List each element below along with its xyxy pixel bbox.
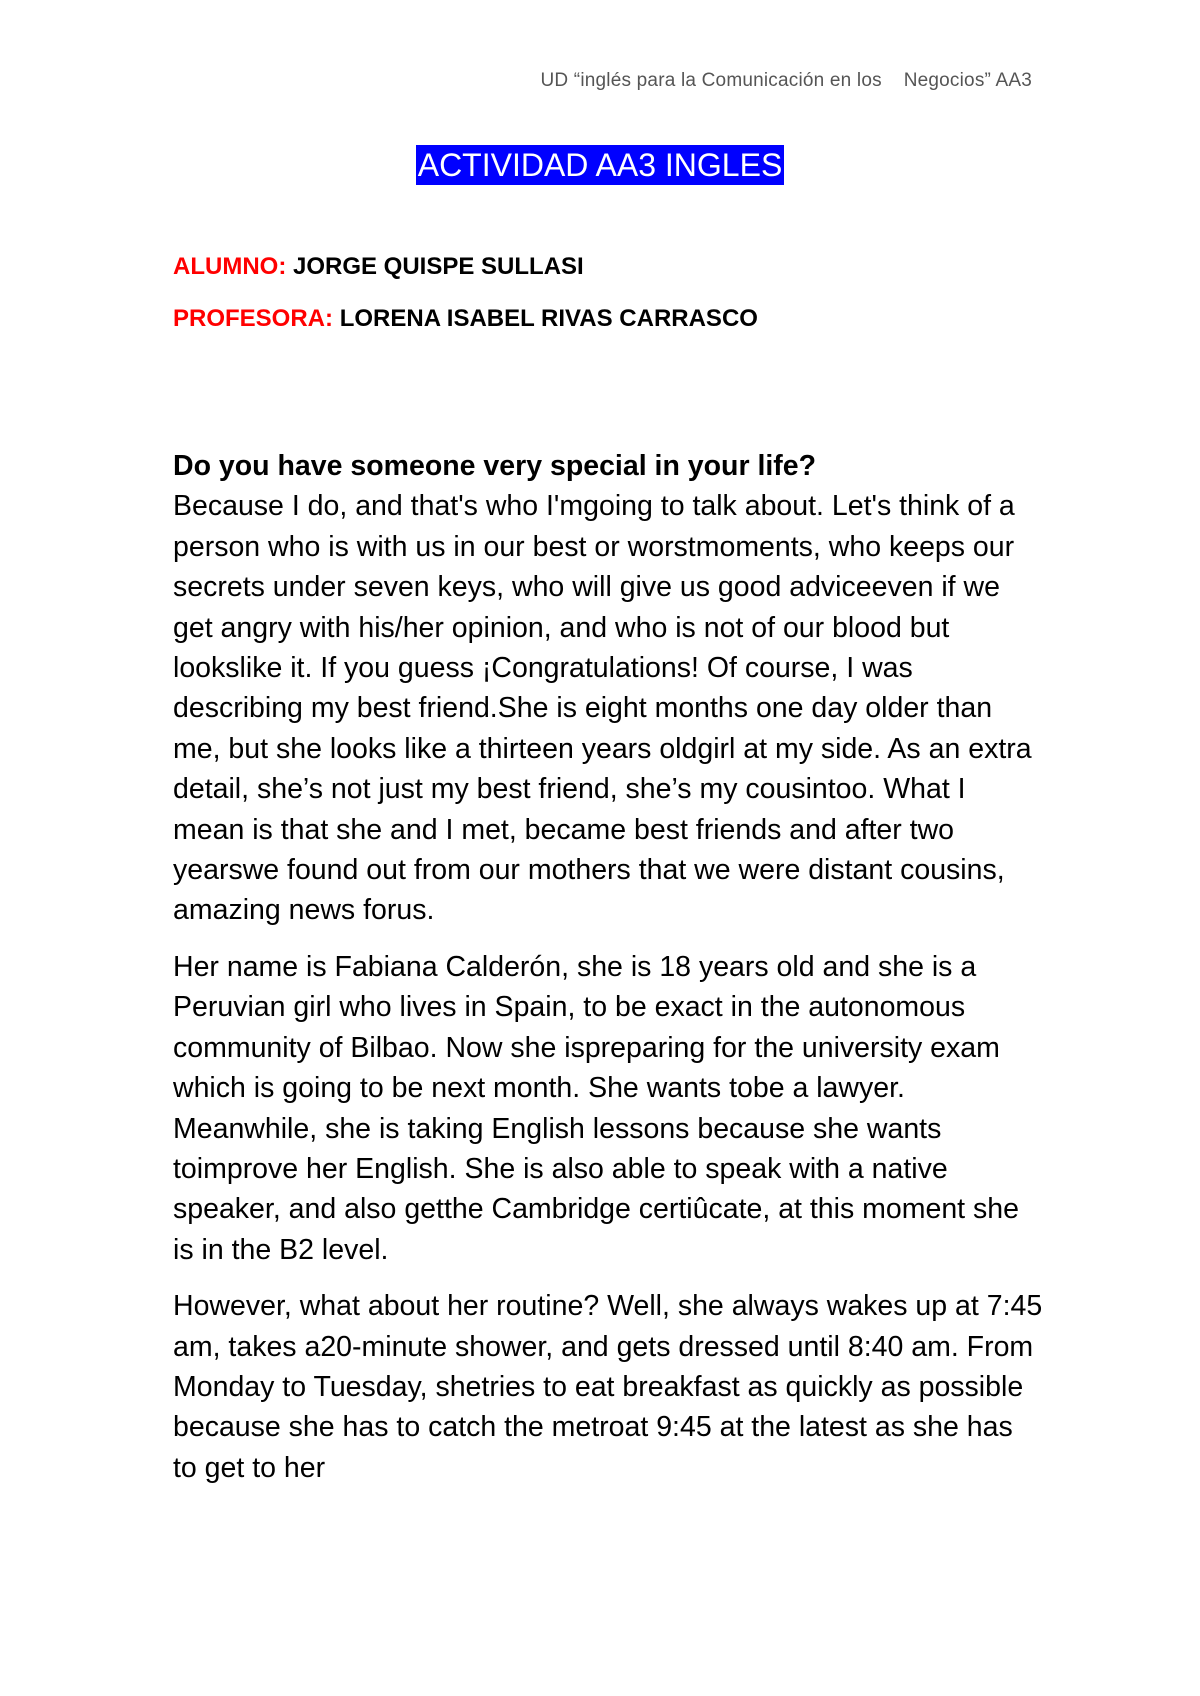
teacher-line bbox=[173, 305, 758, 333]
essay-paragraph-2: Her name is Fabiana Calderón, she is 18 years old and she is a Peruvian girl who lives in Spain, to be exact in the autonomous community of Bilbao. Now she ispreparing for the university exam which is going to be next month. She wants tobe a lawyer. Meanwhile, she is taking English lessons because she wants toimprove her English. She is also able to speak with a native speaker, and also getthe Cambridge certiûcate, at this moment she is in the B2 level. bbox=[173, 950, 1019, 1266]
student-line bbox=[173, 253, 584, 281]
essay-paragraph-3: However, what about her routine? Well, she always wakes up at 7:45 am, takes a20-minute shower, and gets dressed until 8:40 am. From Monday to Tuesday, shetries to eat breakfast as quickly as possible because she has to catch the metroat 9:45 at the latest as she has to get to her bbox=[173, 1290, 1043, 1484]
essay-paragraph-1 bbox=[173, 446, 1043, 931]
teacher-label: PROFESORA: bbox=[173, 305, 340, 332]
student-label: ALUMNO: bbox=[173, 253, 293, 280]
document-title: ACTIVIDAD AA3 INGLES bbox=[417, 147, 783, 183]
essay-question: Do you have someone very special in your life? bbox=[173, 450, 817, 482]
teacher-name: LORENA ISABEL RIVAS CARRASCO bbox=[339, 305, 758, 332]
running-header: UD “inglés para la Comunicación en los Negocios” AA3 bbox=[540, 70, 1032, 91]
essay-paragraph-1-text: Because I do, and that's who I'mgoing to talk about. Let's think of a person who is with us in our best or worstmoments, who keeps our secrets under seven keys, who will give us good adviceeven if we get angry with his/her opinion, and who is not of our blood but lookslike it. If you guess ¡Congratulations! Of course, I was describing my best friend.She is eight months one day older than me, but she looks like a thirteen years oldgirl at my side. As an extra detail, she’s not just my best friend, she’s my cousintoo. What I mean is that she and I met, became best friends and after two yearswe found out from our mothers that we were distant cousins, amazing news forus. bbox=[173, 490, 1032, 927]
student-name: JORGE QUISPE SULLASI bbox=[292, 253, 584, 280]
essay-body bbox=[173, 446, 1043, 1504]
title-block bbox=[0, 145, 1200, 185]
